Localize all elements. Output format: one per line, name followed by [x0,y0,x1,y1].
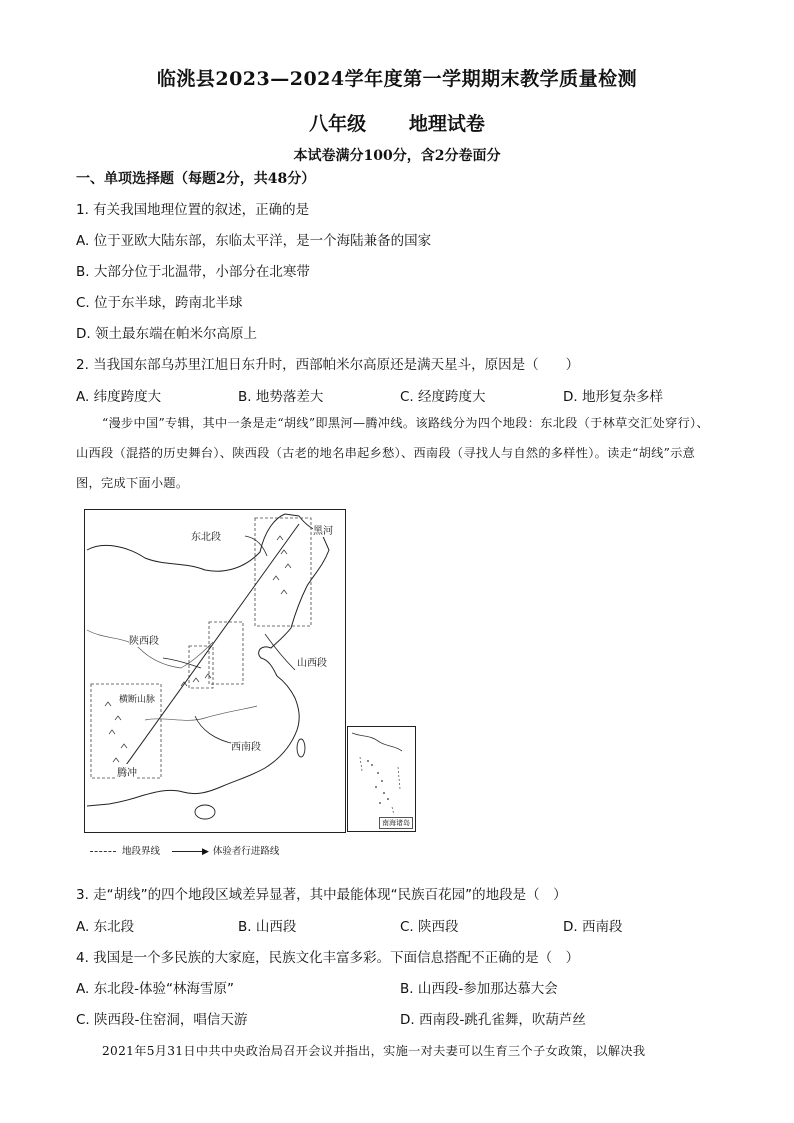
map-label-hengduan: 横断山脉 [119,692,155,705]
section-heading: 一、单项选择题（每题2分，共48分） [76,171,316,187]
legend-boundary [90,843,160,857]
q4-stem: 4. 我国是一个多民族的大家庭，民族文化丰富多彩。下面信息搭配不正确的是（ ） [76,950,580,966]
arrow-head-icon: ▶ [202,847,209,857]
reading-passage: “漫步中国”专辑，其中一条是走“胡线”即黑河—腾冲线。该路线分为四个地段：东北段（于林草交汇处穿行）、山西段（混搭的历史舞台）、陕西段（古老的地名串起乡愁）、西南段（寻找人与自然的多样性）。读走“胡线”示意图，完成下面小题。 [76,416,709,490]
q2-option-d[interactable]: D. 地形复杂多样 [563,389,663,405]
map-label-shaanxi: 陕西段 [129,632,159,647]
q1-option-b[interactable]: B. 大部分位于北温带，小部分在北寒带 [76,264,310,280]
grade-label: 八年级 [309,113,367,135]
south-china-sea-inset [347,726,416,832]
legend-boundary-text: 地段界线 [122,846,161,857]
q4-option-c[interactable]: C. 陕西段-住窑洞，唱信天游 [76,1012,248,1028]
hu-line-route [121,524,299,772]
reading-passage-2: 2021年5月31日中共中央政治局召开会议并指出，实施一对夫妻可以生育三个子女政策，以解决我 [102,1044,646,1058]
q3-stem: 3. 走“胡线”的四个地段区域差异显著，其中最能体现“民族百花园”的地段是（ ） [76,887,567,903]
map-label-tengchong: 腾冲 [117,764,137,779]
hu-line-map [84,509,346,833]
q3-option-d[interactable]: D. 西南段 [563,919,623,935]
dashed-line-icon [90,851,116,852]
legend-route [172,843,279,857]
arrow-line-icon [172,851,202,852]
score-note: 本试卷满分100分，含2分卷面分 [293,148,501,164]
exam-subtitle [0,109,794,136]
q2-option-c[interactable]: C. 经度跨度大 [400,389,486,405]
map-label-shanxi: 山西段 [297,654,327,669]
river-line-2 [145,706,257,720]
northeast-segment-box [255,518,311,626]
q1-option-c[interactable]: C. 位于东半球，跨南北半球 [76,295,243,311]
q4-option-a[interactable]: A. 东北段-体验“林海雪原” [76,981,234,997]
q2-option-b[interactable]: B. 地势落差大 [238,389,324,405]
q3-option-c[interactable]: C. 陕西段 [400,919,459,935]
china-outline-map [85,510,344,831]
label-pointers [163,536,295,744]
map-label-southwest: 西南段 [231,738,261,753]
hainan-island [195,805,215,819]
map-label-northeast: 东北段 [191,528,221,543]
exam-title: 临洮县2023—2024学年度第一学期期末教学质量检测 [156,68,638,90]
q3-option-a[interactable]: A. 东北段 [76,919,135,935]
subject-label: 地理试卷 [408,113,485,135]
shanxi-segment-box [209,622,243,684]
q1-option-a[interactable]: A. 位于亚欧大陆东部，东临太平洋，是一个海陆兼备的国家 [76,233,432,249]
q4-option-d[interactable]: D. 西南段-跳孔雀舞，吹葫芦丝 [400,1012,586,1028]
border-line [87,514,329,806]
taiwan-island [297,739,305,757]
q1-stem: 1. 有关我国地理位置的叙述，正确的是 [76,202,310,218]
mountain-symbols [105,536,291,762]
q4-option-b[interactable]: B. 山西段-参加那达慕大会 [400,981,558,997]
q3-option-b[interactable]: B. 山西段 [238,919,297,935]
inset-label: 南海诸岛 [379,817,413,829]
q2-option-a[interactable]: A. 纬度跨度大 [76,389,162,405]
legend-route-text: 体验者行进路线 [212,846,280,857]
inset-map [348,727,414,830]
q2-stem: 2. 当我国东部乌苏里江旭日东升时，西部帕米尔高原还是满天星斗，原因是（ ） [76,357,580,373]
map-label-heihe: 黑河 [313,522,333,537]
q1-option-d[interactable]: D. 领土最东端在帕米尔高原上 [76,326,257,342]
